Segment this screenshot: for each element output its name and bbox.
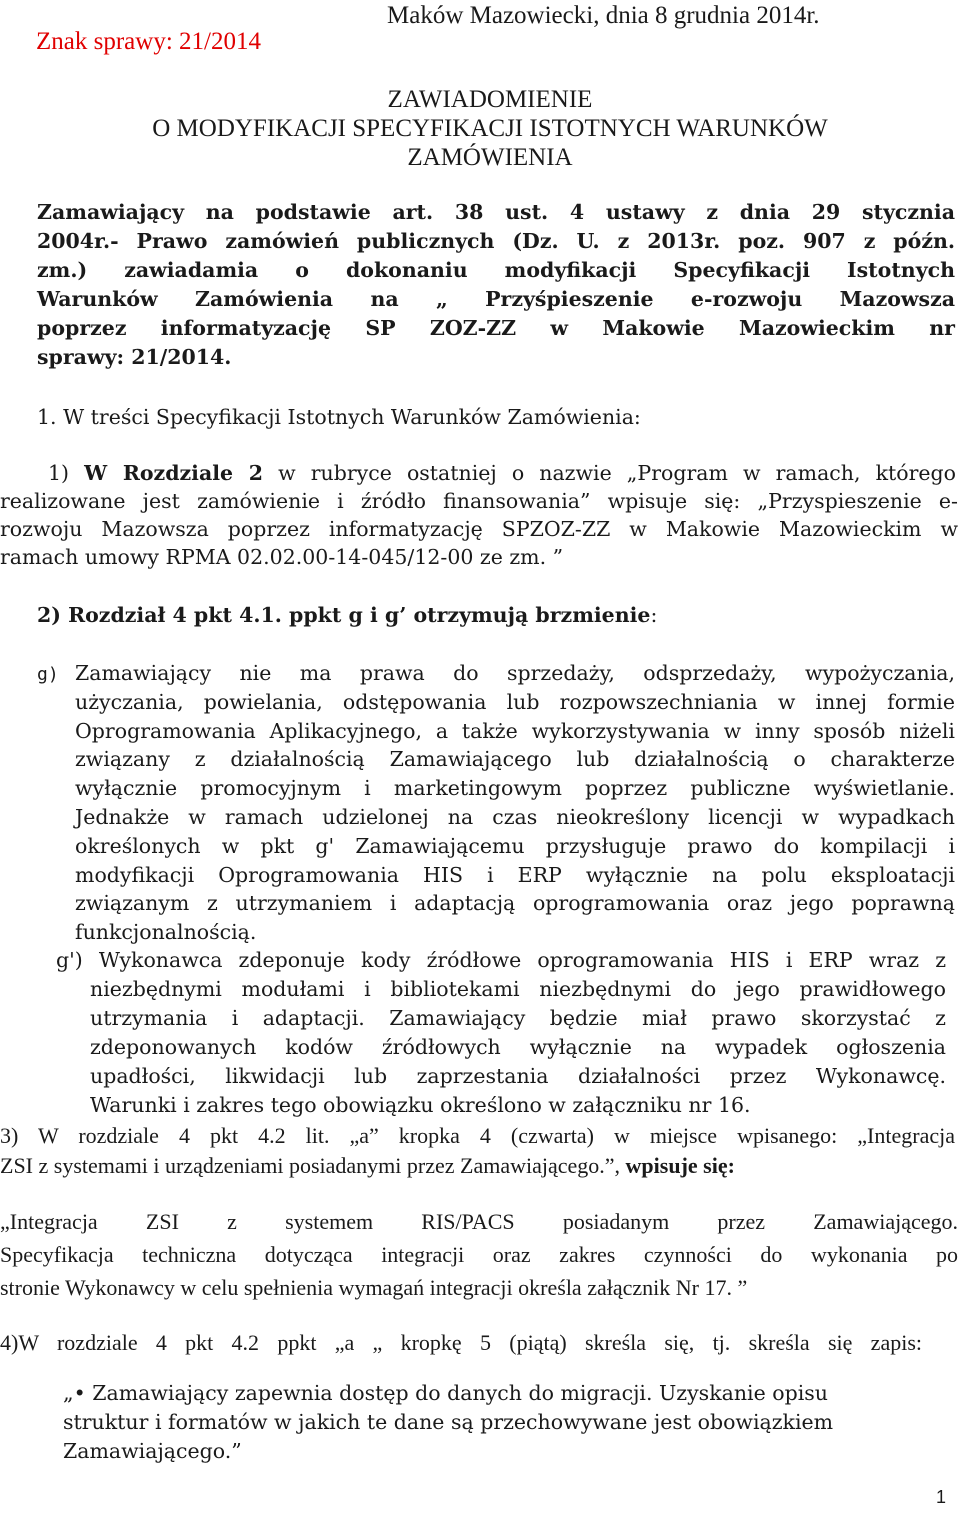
amendment-4: 4)W rozdziale 4 pkt 4.2 ppkt „a „ kropkę 5 (piątą) skreśla się, tj. skreśla się zapis: (0, 1330, 922, 1355)
amendment-1-first-line (48, 461, 956, 485)
item-g-prime-line: niezbędnymi modułami i bibliotekami niezbędnymi do jego prawidłowego (90, 977, 946, 1001)
item-g-line: modyfikacji Oprogramowania HIS i ERP wyłącznie na polu eksploatacji (75, 863, 955, 887)
amendment-1-line: ramach umowy RPMA 02.02.00-14-045/12-00 ze zm. ” (0, 545, 564, 569)
title-line: ZAWIADOMIENIE (387, 86, 593, 113)
item-g-line: Oprogramowania Aplikacyjnego, a także wykorzystywania w inny sposób niżeli (75, 719, 955, 743)
quote-line: Zamawiającego.” (63, 1439, 242, 1463)
case-reference: Znak sprawy: 21/2014 (36, 28, 261, 55)
intro-line: 2004r.- Prawo zamówień publicznych (Dz. U. z 2013r. poz. 907 z późn. (37, 229, 955, 253)
integration-line: „Integracja ZSI z systemem RIS/PACS posiadanym przez Zamawiającego. (0, 1209, 958, 1234)
quote-line: struktur i formatów w jakich te dane są przechowywane jest obowiązkiem (63, 1410, 834, 1434)
item-g-prime-line: Warunki i zakres tego obowiązku określono w załączniku nr 16. (90, 1093, 751, 1117)
item-g-line: Jednakże w ramach udzielonej na czas nieokreślony licencji w wypadkach (75, 805, 955, 829)
item-g-line: związanym z utrzymaniem i adaptacją oprogramowania oraz jego poprawną (75, 891, 955, 915)
section-heading: 1. W treści Specyfikacji Istotnych Warunków Zamówienia: (37, 405, 641, 429)
amendment-3-text: ZSI z systemami i urządzeniami posiadanymi przez Zamawiającego.”, (0, 1153, 626, 1178)
item-g-line: użyczania, powielania, odstępowania lub rozpowszechniania w innej formie (75, 690, 955, 714)
amendment-1-line: rozwoju Mazowsza poprzez informatyzację SPZOZ-ZZ w Makowie Mazowieckim w (0, 517, 958, 541)
intro-line: Zamawiający na podstawie art. 38 ust. 4 ustawy z dnia 29 stycznia (37, 200, 955, 224)
amendment-2-heading (37, 603, 657, 627)
item-g-prime-line: upadłości, likwidacji lub zaprzestania działalności przez Wykonawcę. (90, 1064, 946, 1088)
item-g-prime-line: zdeponowanych kodów źródłowych wyłącznie na wypadek ogłoszenia (90, 1035, 946, 1059)
item-g-line: funkcjonalnością. (75, 920, 257, 944)
title-line: ZAMÓWIENIA (407, 144, 573, 171)
amendment-3-line: 3) W rozdziale 4 pkt 4.2 lit. „a” kropka 4 (czwarta) w miejsce wpisanego: „Integracja (0, 1123, 955, 1148)
integration-line: Specyfikacja techniczna dotycząca integracji oraz zakres czynności do wykonania po (0, 1242, 958, 1267)
intro-line: zm.) zawiadamia o dokonaniu modyfikacji Specyfikacji Istotnych (37, 258, 955, 282)
item-g-line: Zamawiający nie ma prawa do sprzedaży, odsprzedaży, wypożyczania, (75, 661, 955, 685)
item-g-prime-first-line: g') Wykonawca zdeponuje kody źródłowe oprogramowania HIS i ERP wraz z (56, 948, 946, 972)
amendment-number: 1) (48, 461, 70, 485)
item-g-letter: g) (37, 664, 59, 685)
item-g-line: określonych w pkt g' Zamawiającemu przysługuje prawo do kompilacji i (75, 834, 955, 858)
intro-line: sprawy: 21/2014. (37, 345, 232, 369)
amendment-1-text: w rubryce ostatniej o nazwie „Program w ramach, którego (278, 461, 956, 485)
item-g-line: związany z działalnością Zamawiającego lub działalnością o charakterze (75, 747, 955, 771)
item-g-line: wyłącznie promocyjnym i marketingowym poprzez publiczne wyświetlanie. (75, 776, 955, 800)
title-line: O MODYFIKACJI SPECYFIKACJI ISTOTNYCH WARUNKÓW (152, 115, 828, 142)
quote-line: „• Zamawiający zapewnia dostęp do danych do migracji. Uzyskanie opisu (63, 1381, 828, 1405)
amendment-1-line: realizowane jest zamówienie i źródło finansowania” wpisuje się: „Przyspieszenie e- (0, 489, 958, 513)
item-g-prime-line: utrzymania i adaptacji. Zamawiający będzie miał prawo skorzystać z (90, 1006, 946, 1030)
place-and-date: Maków Mazowiecki, dnia 8 grudnia 2014r. (387, 2, 820, 29)
amendment-3-insert-label: wpisuje się: (625, 1153, 735, 1178)
amendment-3-line (0, 1153, 955, 1179)
amendment-2-colon: : (650, 603, 658, 627)
amendment-2-title: 2) Rozdział 4 pkt 4.1. ppkt g i g’ otrzymują brzmienie (37, 603, 651, 627)
page-number: 1 (936, 1487, 947, 1507)
integration-line: stronie Wykonawcy w celu spełnienia wymagań integracji określa załącznik Nr 17. ” (0, 1275, 748, 1300)
intro-line: poprzez informatyzację SP ZOZ-ZZ w Makowie Mazowieckim nr (37, 316, 955, 340)
intro-line: Warunków Zamówienia na „ Przyśpieszenie e-rozwoju Mazowsza (37, 287, 955, 311)
amendment-1-chapter: W Rozdziale 2 (84, 461, 264, 485)
